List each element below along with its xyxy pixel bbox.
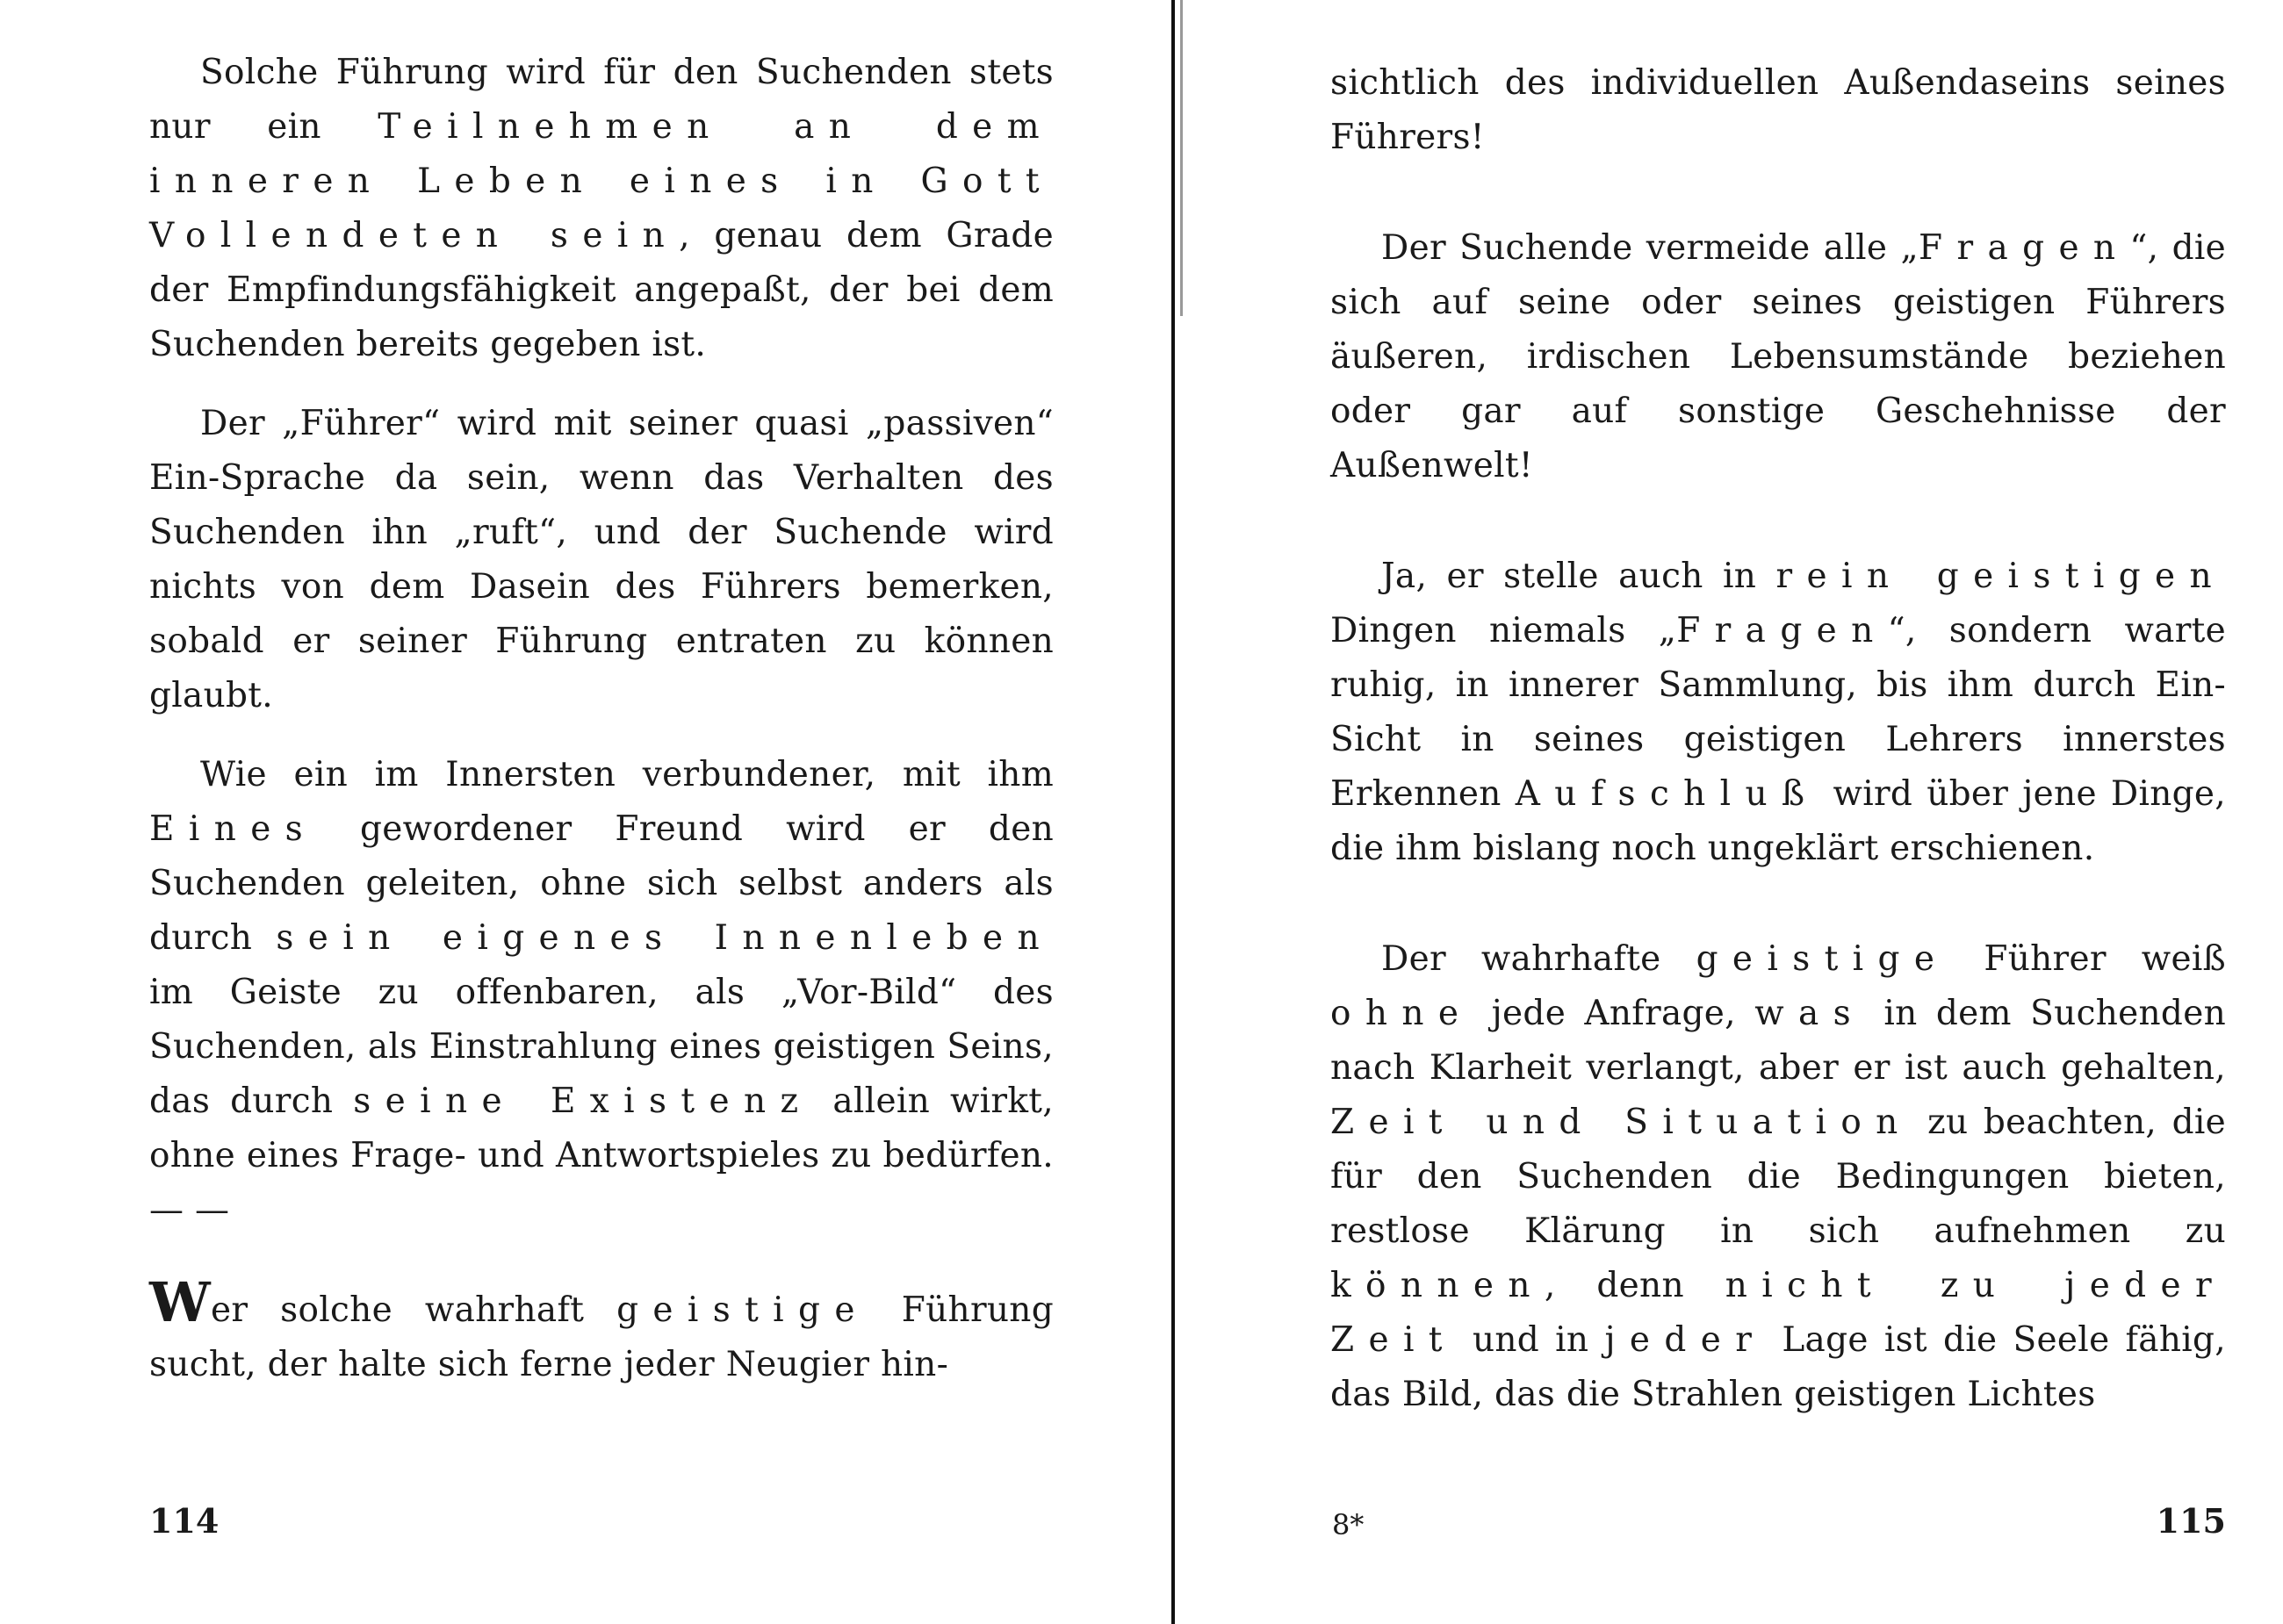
right-p3-text-a: Ja, er stelle auch in xyxy=(1381,557,1776,596)
left-p1-spaced-emphasis: Teilnehmen an dem inneren Leben eines in Gott Vollendeten sein xyxy=(149,107,1054,255)
right-p3-spaced-aufschluss: Aufschluß xyxy=(1515,774,1819,814)
drop-cap-initial: W xyxy=(149,1270,211,1334)
right-p2-text-a: Der Suchende vermeide alle „ xyxy=(1381,228,1919,268)
left-page-text-column xyxy=(149,46,1054,1392)
right-paragraph-4 xyxy=(1330,932,2226,1422)
left-page xyxy=(149,0,1054,1624)
left-p3-spaced-eines: Eines xyxy=(149,809,318,849)
signature-mark: 8* xyxy=(1332,1508,1365,1541)
right-p3-spaced-rein-geistigen: rein geistigen xyxy=(1775,557,2226,596)
right-p4-spaced-ohne: ohne xyxy=(1330,994,1473,1033)
right-p4-text-c: Führer weiß xyxy=(1948,939,2226,979)
right-p4-text-o: Lage ist die Seele fähig, das Bild, das die Strahlen geistigen Lichtes xyxy=(1330,1320,2226,1414)
right-page xyxy=(1330,0,2226,1624)
right-p4-spaced-koennen: können xyxy=(1330,1266,1545,1305)
left-p3-text-a: Wie ein im Innersten verbundener, mit ihm xyxy=(200,755,1054,794)
right-p4-text-g: in dem Suchenden nach Klarheit verlangt, aber er ist auch gehalten, xyxy=(1330,994,2226,1088)
right-p4-text-k: , denn xyxy=(1544,1266,1725,1305)
left-p3-text-c: gewordener Freund wird er den Suchenden geleiten, ohne sich selbst anders als durch xyxy=(149,809,1054,958)
right-p2-text-c: “, die sich auf seine oder seines geistigen Führers äußeren, irdischen Lebensumstände beziehen oder gar auf sonstige Geschehnisse der Außenwelt! xyxy=(1330,228,2226,485)
right-p4-text-i: zu beachten, die für den Suchenden die Bedingungen bieten, restlose Klärung in sich aufnehmen zu xyxy=(1330,1103,2227,1251)
right-page-number: 115 xyxy=(2156,1501,2226,1541)
left-p3-spaced-existenz: seine Existenz xyxy=(353,1081,813,1121)
right-p3-text-g: wird über jene Dinge, die ihm bislang noch ungeklärt erschienen. xyxy=(1330,774,2226,868)
left-page-number: 114 xyxy=(149,1501,220,1541)
left-paragraph-3 xyxy=(149,748,1054,1238)
left-p3-text-e: im Geiste zu offenbaren, als „Vor-Bild“ des Suchenden, als Einstrahlung eines geistigen Seins, das durch xyxy=(149,973,1054,1121)
book-gutter-shadow xyxy=(1180,0,1183,316)
left-p1-text-a: Solche Führung wird für den Suchenden stets nur ein xyxy=(149,53,1054,147)
left-p3-spaced-innenleben: sein eigenes Innenleben xyxy=(276,918,1054,958)
right-p4-spaced-was: was xyxy=(1754,994,1866,1033)
left-p1-text-c: , genau dem Grade der Empfindungsfähigkeit angepaßt, der bei dem Suchenden bereits gegeben ist. xyxy=(149,216,1055,364)
book-gutter-line xyxy=(1171,0,1175,1624)
right-p3-text-e: “, sondern warte ruhig, in innerer Sammlung, bis ihm durch Ein-Sicht in seines geistigen Lehrers innerstes Erkennen xyxy=(1330,611,2226,814)
left-p4-spaced-geistige: geistige xyxy=(616,1290,869,1330)
right-p4-text-a: Der wahrhafte xyxy=(1381,939,1696,979)
left-p3-text-g: allein wirkt, ohne eines Frage- und Antwortspieles zu bedürfen. — — xyxy=(149,1081,1054,1230)
right-p3-spaced-fragen: Fragen xyxy=(1676,611,1888,650)
right-paragraph-3 xyxy=(1330,550,2226,876)
right-p4-spaced-geistige: geistige xyxy=(1696,939,1949,979)
right-paragraph-2 xyxy=(1330,221,2226,493)
left-paragraph-1 xyxy=(149,46,1054,372)
right-p4-spaced-jeder: jeder xyxy=(1604,1320,1767,1360)
left-p4-text-a: er solche wahrhaft xyxy=(210,1290,617,1330)
left-paragraph-4 xyxy=(149,1270,1054,1392)
left-p4-text-c: Führung sucht, der halte sich ferne jeder Neugier hin- xyxy=(149,1290,1054,1384)
right-p4-spaced-nicht-zu-jeder-zeit: nicht zu jeder Zeit xyxy=(1330,1266,2226,1360)
right-page-text-column xyxy=(1330,56,2226,1422)
right-p4-spaced-zeit-und-situation: Zeit und Situation xyxy=(1330,1103,1912,1142)
right-p3-text-c: Dingen niemals „ xyxy=(1330,611,1677,650)
left-paragraph-2: Der „Führer“ wird mit seiner quasi „passiven“ Ein-Sprache da sein, wenn das Verhalten des Suchenden ihn „ruft“, und der Suchende wird nichts von dem Dasein des Führers bemerken, sobald er seiner Führung entraten zu können glaubt. xyxy=(149,404,1054,715)
right-p4-text-m: und in xyxy=(1456,1320,1605,1360)
right-paragraph-1: sichtlich des individuellen Außendaseins seines Führers! xyxy=(1330,63,2226,157)
right-p2-spaced-fragen: Fragen xyxy=(1919,228,2130,268)
right-p4-text-e: jede Anfrage, xyxy=(1473,994,1755,1033)
